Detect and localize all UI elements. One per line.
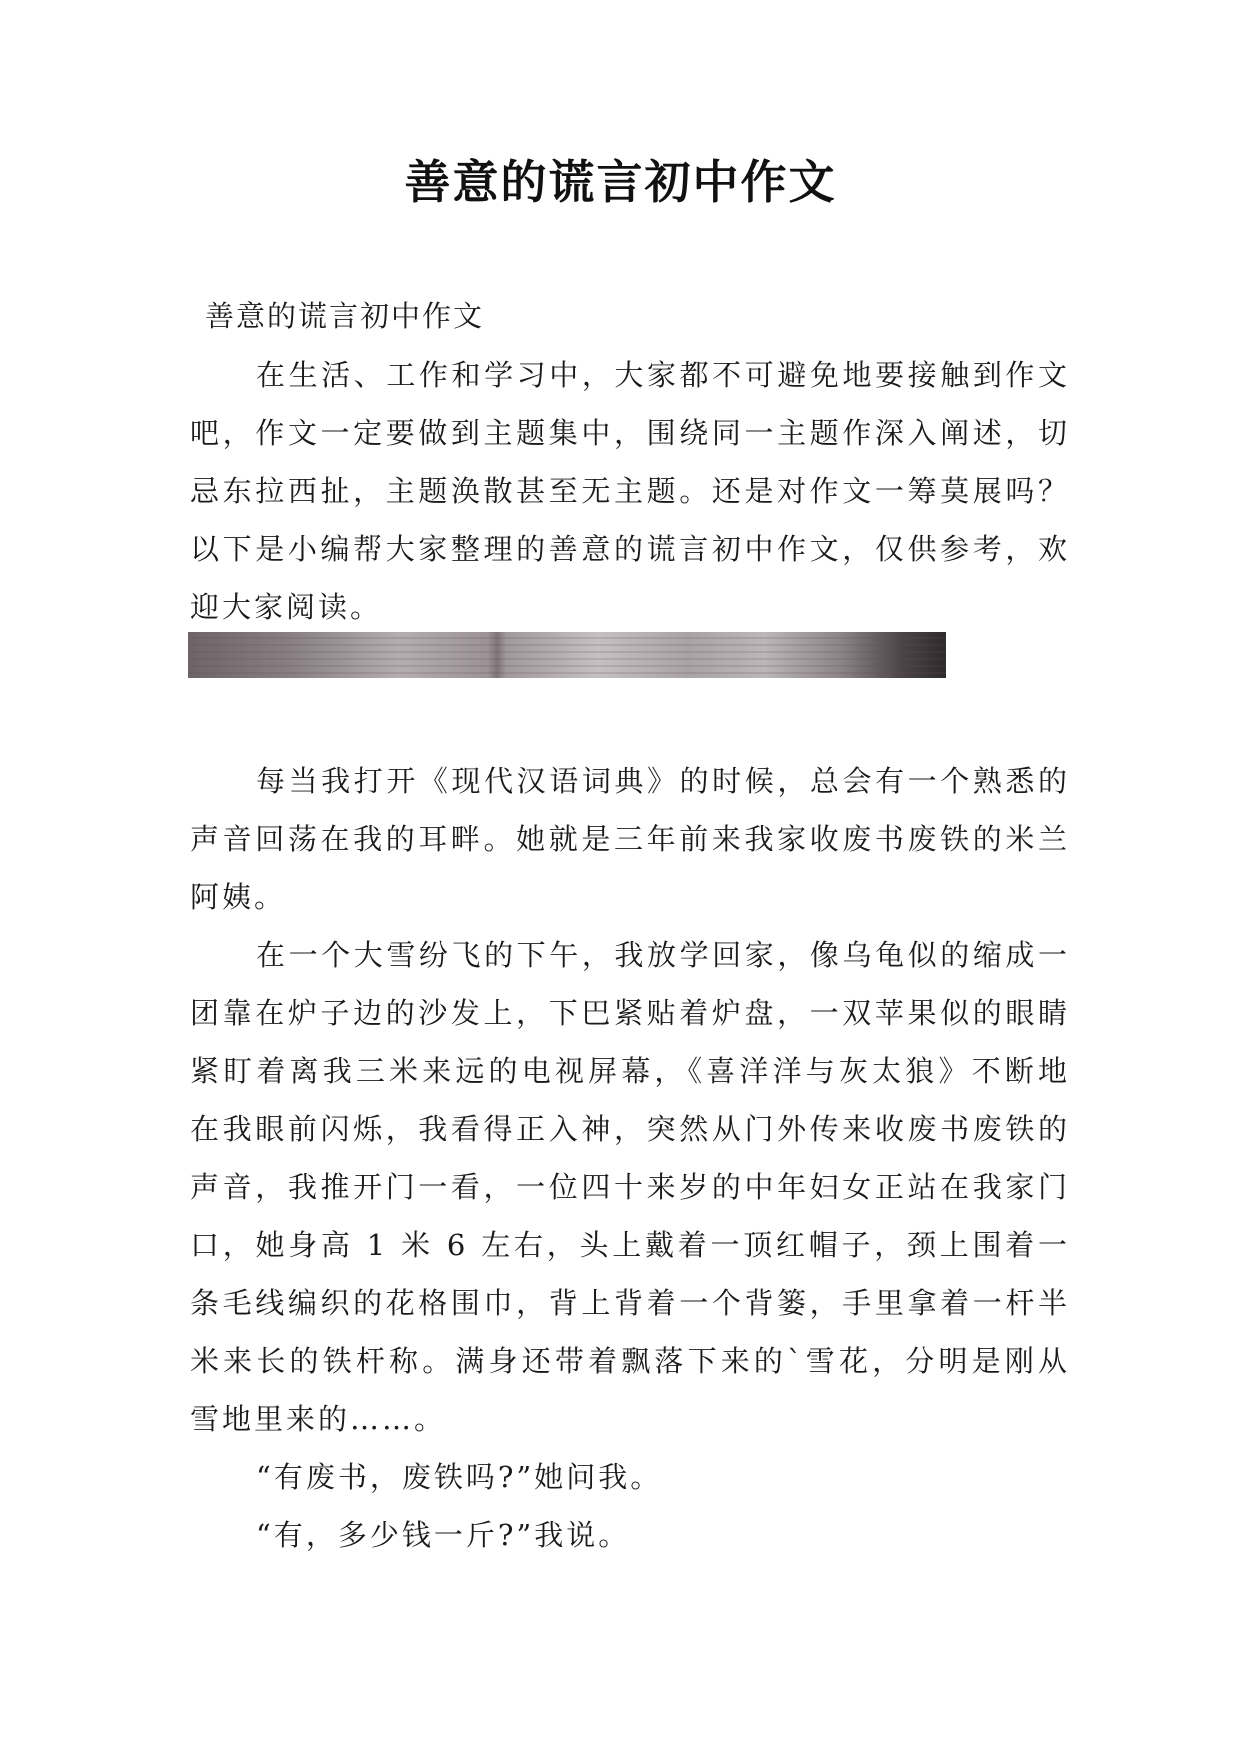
story-block <box>190 752 1070 1564</box>
story-paragraph: 每当我打开《现代汉语词典》的时候，总会有一个熟悉的声音回荡在我的耳畔。她就是三年前来我家收废书废铁的米兰阿姨。 <box>190 764 1070 914</box>
intro-paragraph: 在生活、工作和学习中，大家都不可避免地要接触到作文吧，作文一定要做到主题集中，围绕同一主题作深入阐述，切忌东拉西扯，主题涣散甚至无主题。还是对作文一筹莫展吗？以下是小编帮大家整理的善意的谎言初中作文，仅供参考，欢迎大家阅读。 <box>190 358 1070 624</box>
dialogue-line: “有，多少钱一斤?”我说。 <box>256 1518 631 1552</box>
intro-block <box>190 346 1070 636</box>
story-paragraph: 在一个大雪纷飞的下午，我放学回家，像乌龟似的缩成一团靠在炉子边的沙发上，下巴紧贴着炉盘，一双苹果似的眼睛紧盯着离我三米来远的电视屏幕，《喜洋洋与灰太狼》不断地在我眼前闪烁，我看得正入神，突然从门外传来收废书废铁的声音，我推开门一看，一位四十来岁的中年妇女正站在我家门口，她身高 1 米 6 左右，头上戴着一顶红帽子，颈上围着一条毛线编织的花格围巾，背上背着一个背篓，手里拿着一杆半米来长的铁杆称。满身还带着飘落下来的`雪花，分明是刚从雪地里来的……。 <box>190 938 1070 1436</box>
dialogue-line: “有废书，废铁吗?”她问我。 <box>256 1460 663 1494</box>
essay-subheading: 善意的谎言初中作文 <box>205 299 485 333</box>
decorative-photo <box>188 632 946 678</box>
photo-texture <box>188 632 946 678</box>
photo-fold <box>488 632 506 678</box>
document-title: 善意的谎言初中作文 <box>404 155 837 209</box>
